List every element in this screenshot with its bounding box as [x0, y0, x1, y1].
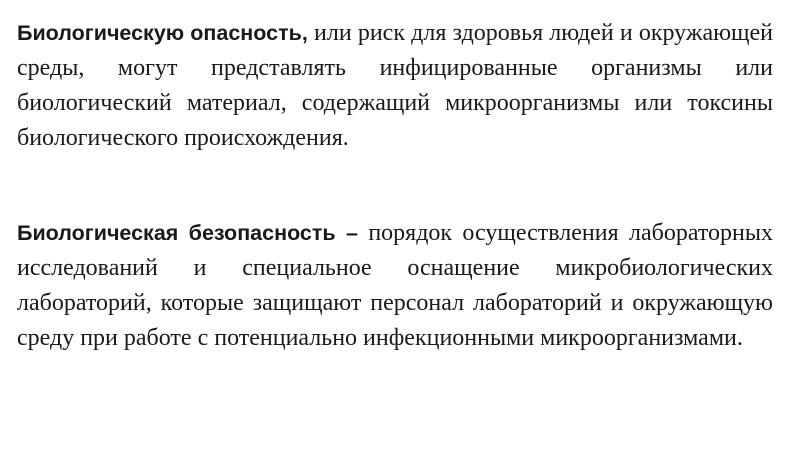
term-biohazard: Биологическую опасность, [17, 21, 308, 45]
definition-biosafety [17, 216, 773, 356]
term-biosafety: Биологическая безопасность – [17, 221, 358, 245]
definition-biosafety-text: порядок осуществления лабораторных исследований и специальное оснащение микробиологических лабораторий, которые защищают персонал лабораторий и окружающую среду при работе с потенциально инфекционными микроорганизмами. [17, 220, 773, 351]
definition-biohazard-text: или риск для здоровья людей и окружающей среды, могут представлять инфицированные организмы или биологический материал, содержащий микроорганизмы или токсины биологического происхождения. [17, 20, 773, 151]
definition-biohazard [17, 16, 773, 156]
